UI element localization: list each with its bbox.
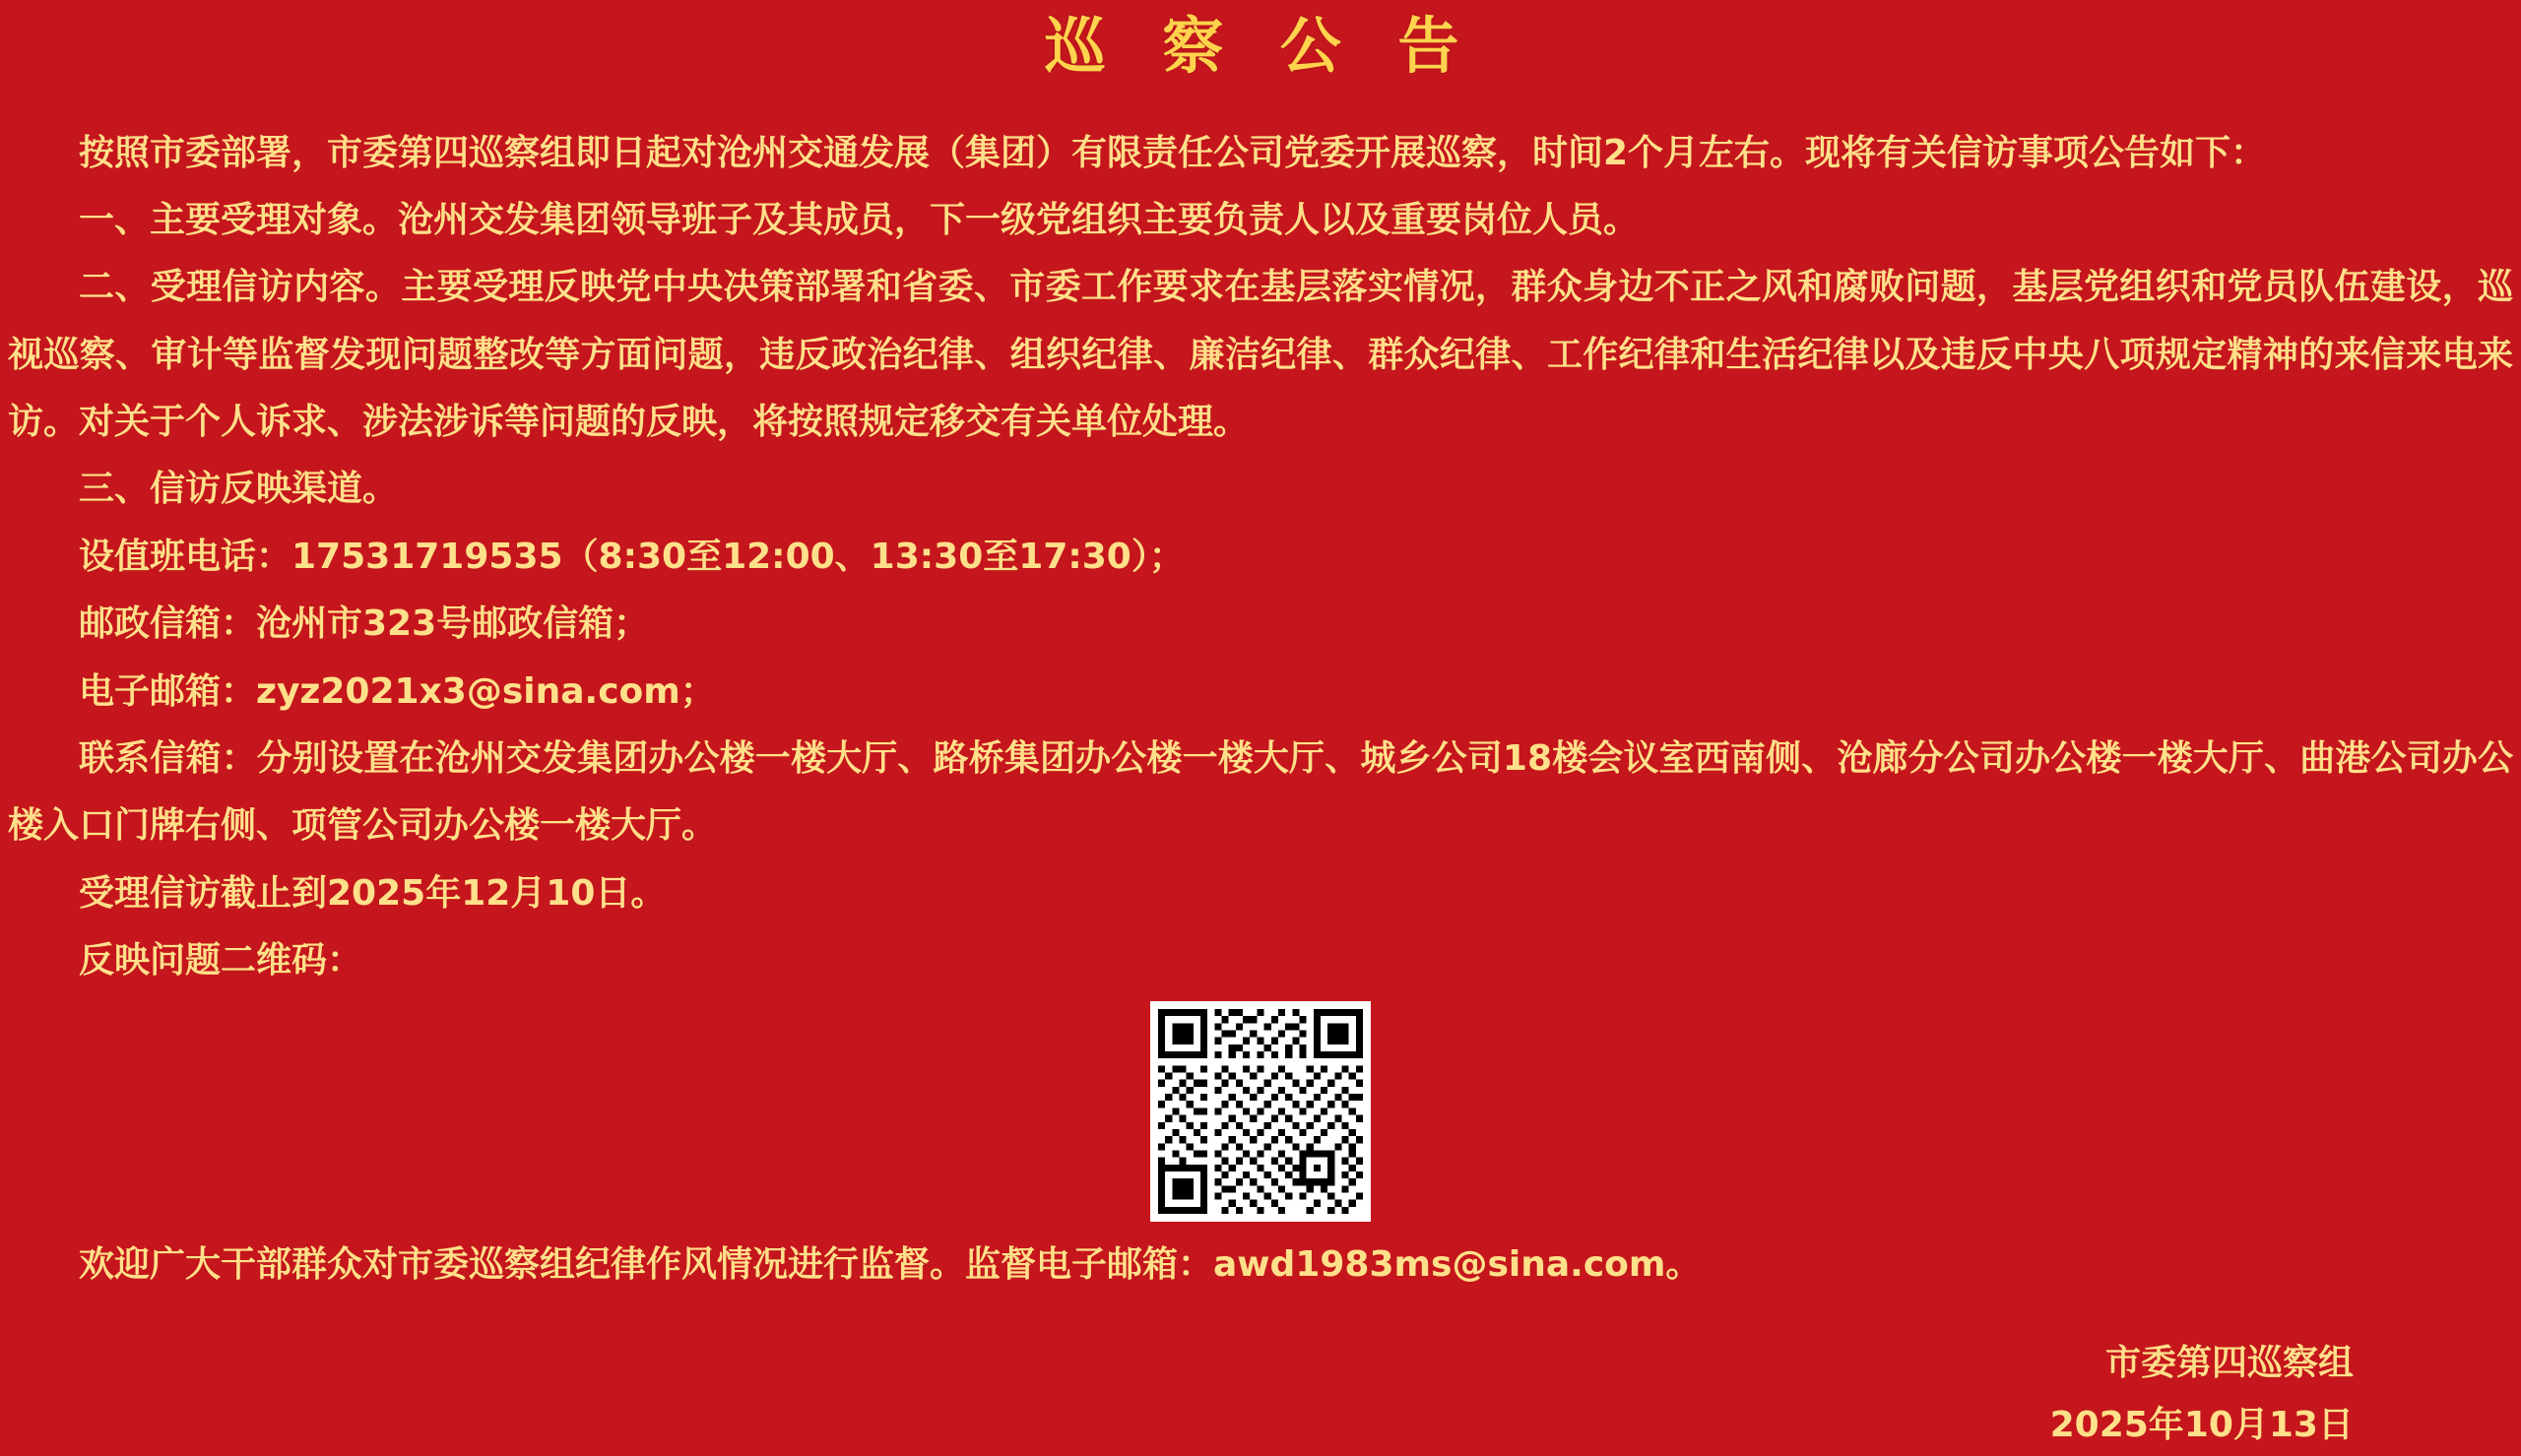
channel-postal-box: 邮政信箱：沧州市323号邮政信箱； [79, 603, 650, 645]
closing-statement: 欢迎广大干部群众对市委巡察组纪律作风情况进行监督。监督电子邮箱：awd1983ms@sina.com。 [79, 1243, 1702, 1285]
page-title: 巡 察 公 告 [1044, 10, 1477, 82]
paragraph-scope: 一、主要受理对象。沧州交发集团领导班子及其成员，下一级党组织主要负责人以及重要岗位人员。 [79, 199, 1640, 240]
channel-email: 电子邮箱：zyz2021x3@sina.com； [79, 670, 716, 712]
channel-phone: 设值班电话：17531719535（8:30至12:00、13:30至17:30）； [79, 536, 1185, 577]
channel-contact-boxes: 联系信箱：分别设置在沧州交发集团办公楼一楼大厅、路桥集团办公楼一楼大厅、城乡公司18楼会议室西南侧、沧廊分公司办公楼一楼大厅、曲港公司办公楼入口门牌右侧、项管公司办公楼一楼大厅。 [8, 738, 2513, 847]
paragraph-intro: 按照市委部署，市委第四巡察组即日起对沧州交通发展（集团）有限责任公司党委开展巡察，时间2个月左右。现将有关信访事项公告如下： [79, 132, 2267, 173]
qr-code-image [1150, 1001, 1371, 1222]
paragraph-content: 二、受理信访内容。主要受理反映党中央决策部署和省委、市委工作要求在基层落实情况，群众身边不正之风和腐败问题，基层党组织和党员队伍建设，巡视巡察、审计等监督发现问题整改等方面问题，违反政治纪律、组织纪律、廉洁纪律、群众纪律、工作纪律和生活纪律以及违反中央八项规定精神的来信来电来访。对关于个人诉求、涉法涉诉等问题的反映，将按照规定移交有关单位处理。 [8, 267, 2513, 443]
paragraph-channels-heading: 三、信访反映渠道。 [79, 469, 399, 510]
signature-date: 2025年10月13日 [2049, 1404, 2354, 1445]
submission-deadline: 受理信访截止到2025年12月10日。 [79, 872, 667, 914]
signature-block [0, 1332, 2521, 1456]
qr-code-container [8, 1001, 2513, 1222]
signature-organization: 市委第四巡察组 [2104, 1342, 2354, 1383]
qr-code-label: 反映问题二维码： [79, 940, 363, 981]
announcement-body [0, 120, 2521, 1298]
